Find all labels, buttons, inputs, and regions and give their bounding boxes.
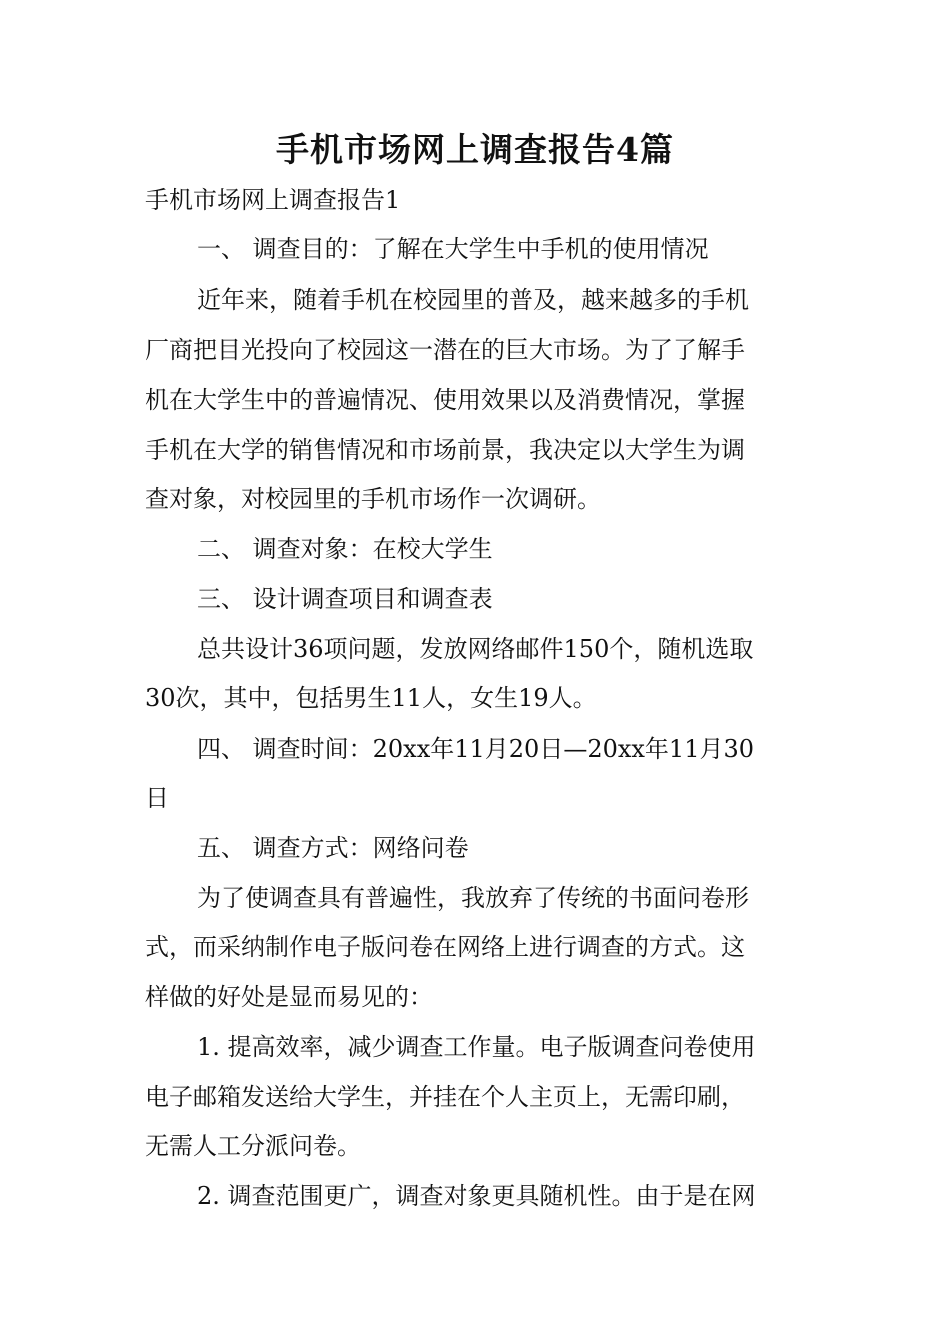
paragraph-line: 样做的好处是显而易见的： — [145, 983, 433, 1011]
section-heading: 四、 调查时间：20xx年11月20日—20xx年11月30 — [197, 735, 755, 763]
paragraph-line: 总共设计36项问题，发放网络邮件150个，随机选取 — [197, 635, 754, 663]
document-title: 手机市场网上调查报告4篇 — [276, 130, 674, 169]
paragraph-line: 无需人工分派问卷。 — [145, 1132, 361, 1160]
paragraph-line: 日 — [145, 784, 169, 812]
paragraph-line: 电子邮箱发送给大学生，并挂在个人主页上，无需印刷， — [145, 1083, 745, 1111]
paragraph-line: 为了使调查具有普遍性，我放弃了传统的书面问卷形 — [197, 884, 749, 912]
list-item: 1. 提高效率，减少调查工作量。电子版调查问卷使用 — [197, 1033, 756, 1061]
paragraph-line: 近年来，随着手机在校园里的普及，越来越多的手机 — [197, 286, 749, 314]
paragraph-line: 手机在大学的销售情况和市场前景，我决定以大学生为调 — [145, 436, 745, 464]
paragraph-line: 厂商把目光投向了校园这一潜在的巨大市场。为了了解手 — [145, 336, 745, 364]
paragraph-line: 机在大学生中的普遍情况、使用效果以及消费情况，掌握 — [145, 386, 745, 414]
paragraph-line: 查对象，对校园里的手机市场作一次调研。 — [145, 485, 601, 513]
list-item: 2. 调查范围更广，调查对象更具随机性。由于是在网 — [197, 1182, 756, 1210]
section-heading: 五、 调查方式：网络问卷 — [197, 834, 469, 862]
section-heading: 一、 调查目的：了解在大学生中手机的使用情况 — [197, 235, 709, 263]
section-heading: 二、 调查对象：在校大学生 — [197, 535, 493, 563]
section-heading: 三、 设计调查项目和调查表 — [197, 585, 493, 613]
report-subtitle: 手机市场网上调查报告1 — [145, 186, 401, 214]
paragraph-line: 式，而采纳制作电子版问卷在网络上进行调查的方式。这 — [145, 933, 745, 961]
paragraph-line: 30次，其中，包括男生11人，女生19人。 — [145, 684, 597, 712]
